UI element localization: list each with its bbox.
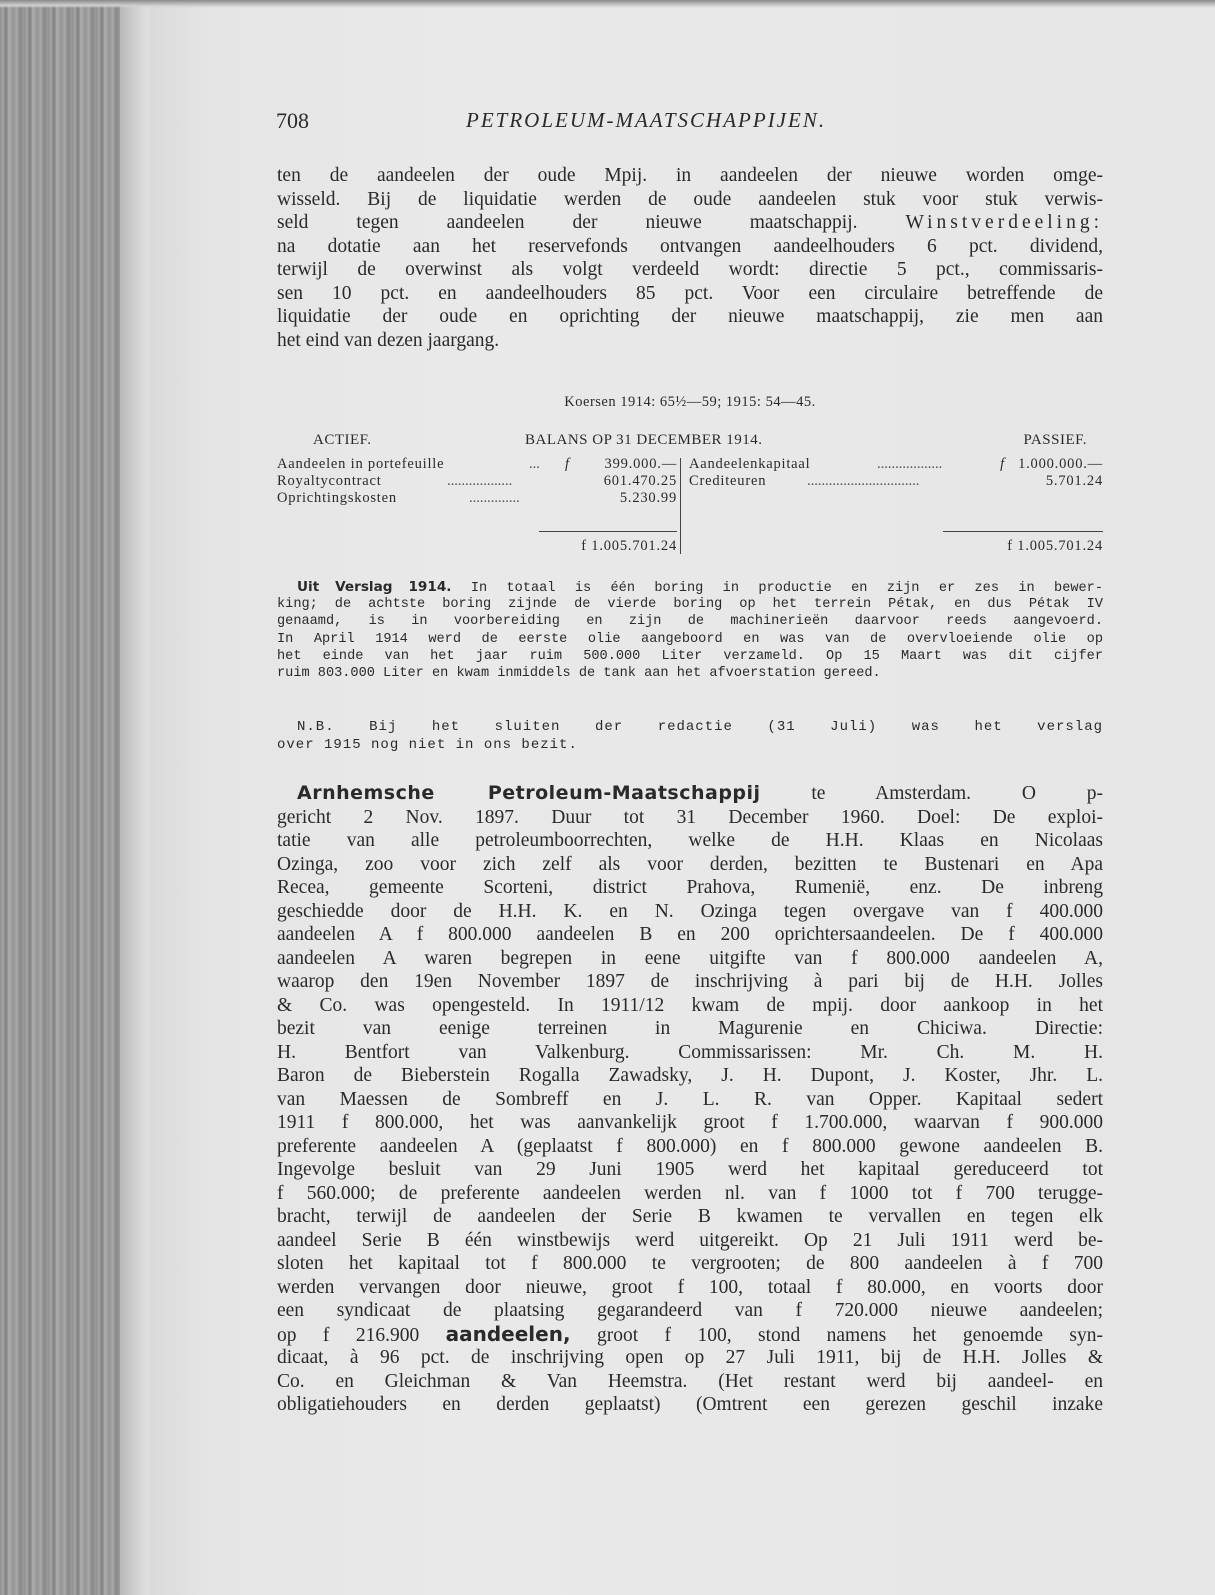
text-line: H. Bentfort van Valkenburg. Commissarissen: Mr. Ch. M. H.: [277, 1041, 1103, 1063]
passief-column: [689, 456, 1103, 554]
text-line: aandeel Serie B één winstbewijs werd uitgereikt. Op 21 Juli 1911 werd be-: [277, 1229, 1103, 1251]
balance-title: BALANS OP 31 DECEMBER 1914.: [525, 432, 763, 448]
sum-rule: [943, 531, 1103, 532]
text-line: het einde van het jaar ruim 500.000 Liter verzameld. Op 15 Maart was dit cijfer: [277, 648, 1103, 664]
report-heading: Uit Verslag 1914.: [297, 579, 452, 595]
actief-heading: ACTIEF.: [313, 432, 372, 448]
text-line: N.B. Bij het sluiten der redactie (31 Juli) was het verslag: [297, 719, 1103, 735]
running-head: [276, 108, 1106, 138]
actief-total: f 1.005.701.24: [581, 538, 677, 554]
report-excerpt: [277, 579, 1103, 682]
text-line: werden vervangen door nieuwe, groot f 100, totaal f 80.000, en voorts door: [277, 1276, 1103, 1298]
text-line: tatie van alle petroleumboorrechten, welke de H.H. Klaas en Nicolaas: [277, 830, 1103, 851]
text-line: bracht, terwijl de aandeelen der Serie B kwamen te vervallen en tegen elk: [277, 1206, 1103, 1227]
page-number: 708: [276, 108, 309, 133]
text-line: na dotatie aan het reservefonds ontvangen aandeelhouders 6 pct. dividend,: [277, 235, 1103, 257]
text-line: wisseld. Bij de liquidatie werden de oude aandeelen stuk voor stuk verwis-: [277, 188, 1103, 210]
text-line: het eind van dezen jaargang.: [277, 329, 500, 351]
section-title: PETROLEUM-MAATSCHAPPIJEN.: [466, 108, 827, 132]
text-line: obligatiehouders en derden geplaatst) (Omtrent een gerezen geschil inzake: [277, 1394, 1103, 1415]
text-line: bezit van eenige terreinen in Magurenie en Chiciwa. Directie:: [277, 1018, 1103, 1039]
sum-rule: [539, 531, 677, 532]
text-line: aandeelen A f 800.000 aandeelen B en 200 oprichtersaandeelen. De f 400.000: [277, 924, 1103, 945]
text-line: f 560.000; de preferente aandeelen werden nl. van f 1000 tot f 700 terugge-: [277, 1182, 1103, 1204]
balance-row: Oprichtingskosten .............. 5.230.99: [277, 490, 677, 506]
balance-sheet-heading: [277, 432, 1103, 454]
text-line: & Co. was opengesteld. In 1911/12 kwam de mpij. door aankoop in het: [277, 994, 1103, 1016]
page-top-shadow: [0, 0, 1215, 8]
text-line: dicaat, à 96 pct. de inschrijving open op 27 Juli 1911, bij de H.H. Jolles &: [277, 1347, 1103, 1368]
text-line: Ozinga, zoo voor zich zelf als voor derden, bezitten te Bustenari en Apa: [277, 853, 1103, 875]
text-line: sen 10 pct. en aandeelhouders 85 pct. Voor een circulaire betreffende de: [277, 282, 1103, 304]
text-line: sloten het kapitaal tot f 800.000 te vergrooten; de 800 aandeelen à f 700: [277, 1253, 1103, 1274]
balance-row: Royaltycontract .................. 601.470.25: [277, 473, 677, 489]
company-entry: [277, 782, 1103, 1417]
text-line: king; de achtste boring zijnde de vierde boring op het terrein Pétak, en dus Pétak IV: [277, 597, 1103, 613]
passief-heading: PASSIEF.: [1023, 432, 1087, 448]
text-line: liquidatie der oude en oprichting der nieuwe maatschappij, zie men aan: [277, 306, 1103, 327]
text-line: ten de aandeelen der oude Mpij. in aandeelen der nieuwe worden omge-: [277, 165, 1103, 186]
text-line: Recea, gemeente Scorteni, district Prahova, Rumenië, enz. De inbreng: [277, 877, 1103, 898]
company-name: Arnhemsche Petroleum-Maatschappij: [297, 782, 761, 804]
passief-total: f 1.005.701.24: [1007, 538, 1103, 554]
text-line: Baron de Bieberstein Rogalla Zawadsky, J. H. Dupont, J. Koster, Jhr. L.: [277, 1065, 1103, 1086]
text-line: een syndicaat de plaatsing gegarandeerd van f 720.000 nieuwe aandeelen;: [277, 1300, 1103, 1321]
text-line: over 1915 nog niet in ons bezit.: [277, 737, 578, 753]
text-line: 1911 f 800.000, het was aanvankelijk groot f 1.700.000, waarvan f 900.000: [277, 1112, 1103, 1133]
book-gutter: [0, 0, 150, 1595]
balance-sheet: [277, 456, 1103, 566]
text-line: aandeelen A waren begrepen in eene uitgifte van f 800.000 aandeelen A,: [277, 947, 1103, 969]
balance-row: Aandeelenkapitaal .................. 1.000.000.— f: [689, 456, 1103, 472]
text-line: Arnhemsche Petroleum-Maatschappij te Amsterdam. O p-: [297, 782, 1103, 804]
text-line: geschiedde door de H.H. K. en N. Ozinga tegen overgave van f 400.000: [277, 900, 1103, 922]
balance-row: Crediteuren ............................... 5.701.24: [689, 473, 1103, 489]
text-line: op f 216.900 aandeelen, groot f 100, stond namens het genoemde syn-: [277, 1321, 1103, 1346]
text-line: gericht 2 Nov. 1897. Duur tot 31 December 1960. Doel: De exploi-: [277, 806, 1103, 828]
text-line: terwijl de overwinst als volgt verdeeld wordt: directie 5 pct., commissaris-: [277, 259, 1103, 280]
actief-column: [277, 456, 677, 554]
text-line: In April 1914 werd de eerste olie aangeboord en was van de overvloeiende olie op: [277, 631, 1103, 647]
spaced-term: Winstverdeeling:: [905, 212, 1104, 233]
text-line: Uit Verslag 1914. In totaal is één boring in productie en zijn er zes in bewer-: [297, 579, 1103, 596]
nota-bene: [277, 718, 1103, 754]
text-line: waarop den 19en November 1897 de inschrijving à pari bij de H.H. Jolles: [277, 971, 1103, 992]
text-line: Ingevolge besluit van 29 Juni 1905 werd het kapitaal gereduceerd tot: [277, 1159, 1103, 1180]
text-line: ruim 803.000 Liter en kwam inmiddels de tank aan het afvoerstation gereed.: [277, 665, 881, 681]
intro-paragraph: [277, 164, 1103, 352]
text-line: van Maessen de Sombreff en J. L. R. van Opper. Kapitaal sedert: [277, 1088, 1103, 1110]
text-line: seld tegen aandeelen der nieuwe maatschappij. Winstverdeeling:: [277, 212, 1104, 233]
column-divider: [680, 458, 681, 554]
text-line: genaamd, is in voorbereiding en zijn de machinerieën daarvoor reeds aangevoerd.: [277, 614, 1103, 630]
text-line: Co. en Gleichman & Van Heemstra. (Het restant werd bij aandeel- en: [277, 1370, 1103, 1392]
text-line: preferente aandeelen A (geplaatst f 800.000) en f 800.000 gewone aandeelen B.: [277, 1135, 1103, 1157]
share-prices: Koersen 1914: 65½—59; 1915: 54—45.: [564, 394, 816, 410]
balance-row: Aandeelen in portefeuille ... f 399.000.—: [277, 456, 677, 472]
